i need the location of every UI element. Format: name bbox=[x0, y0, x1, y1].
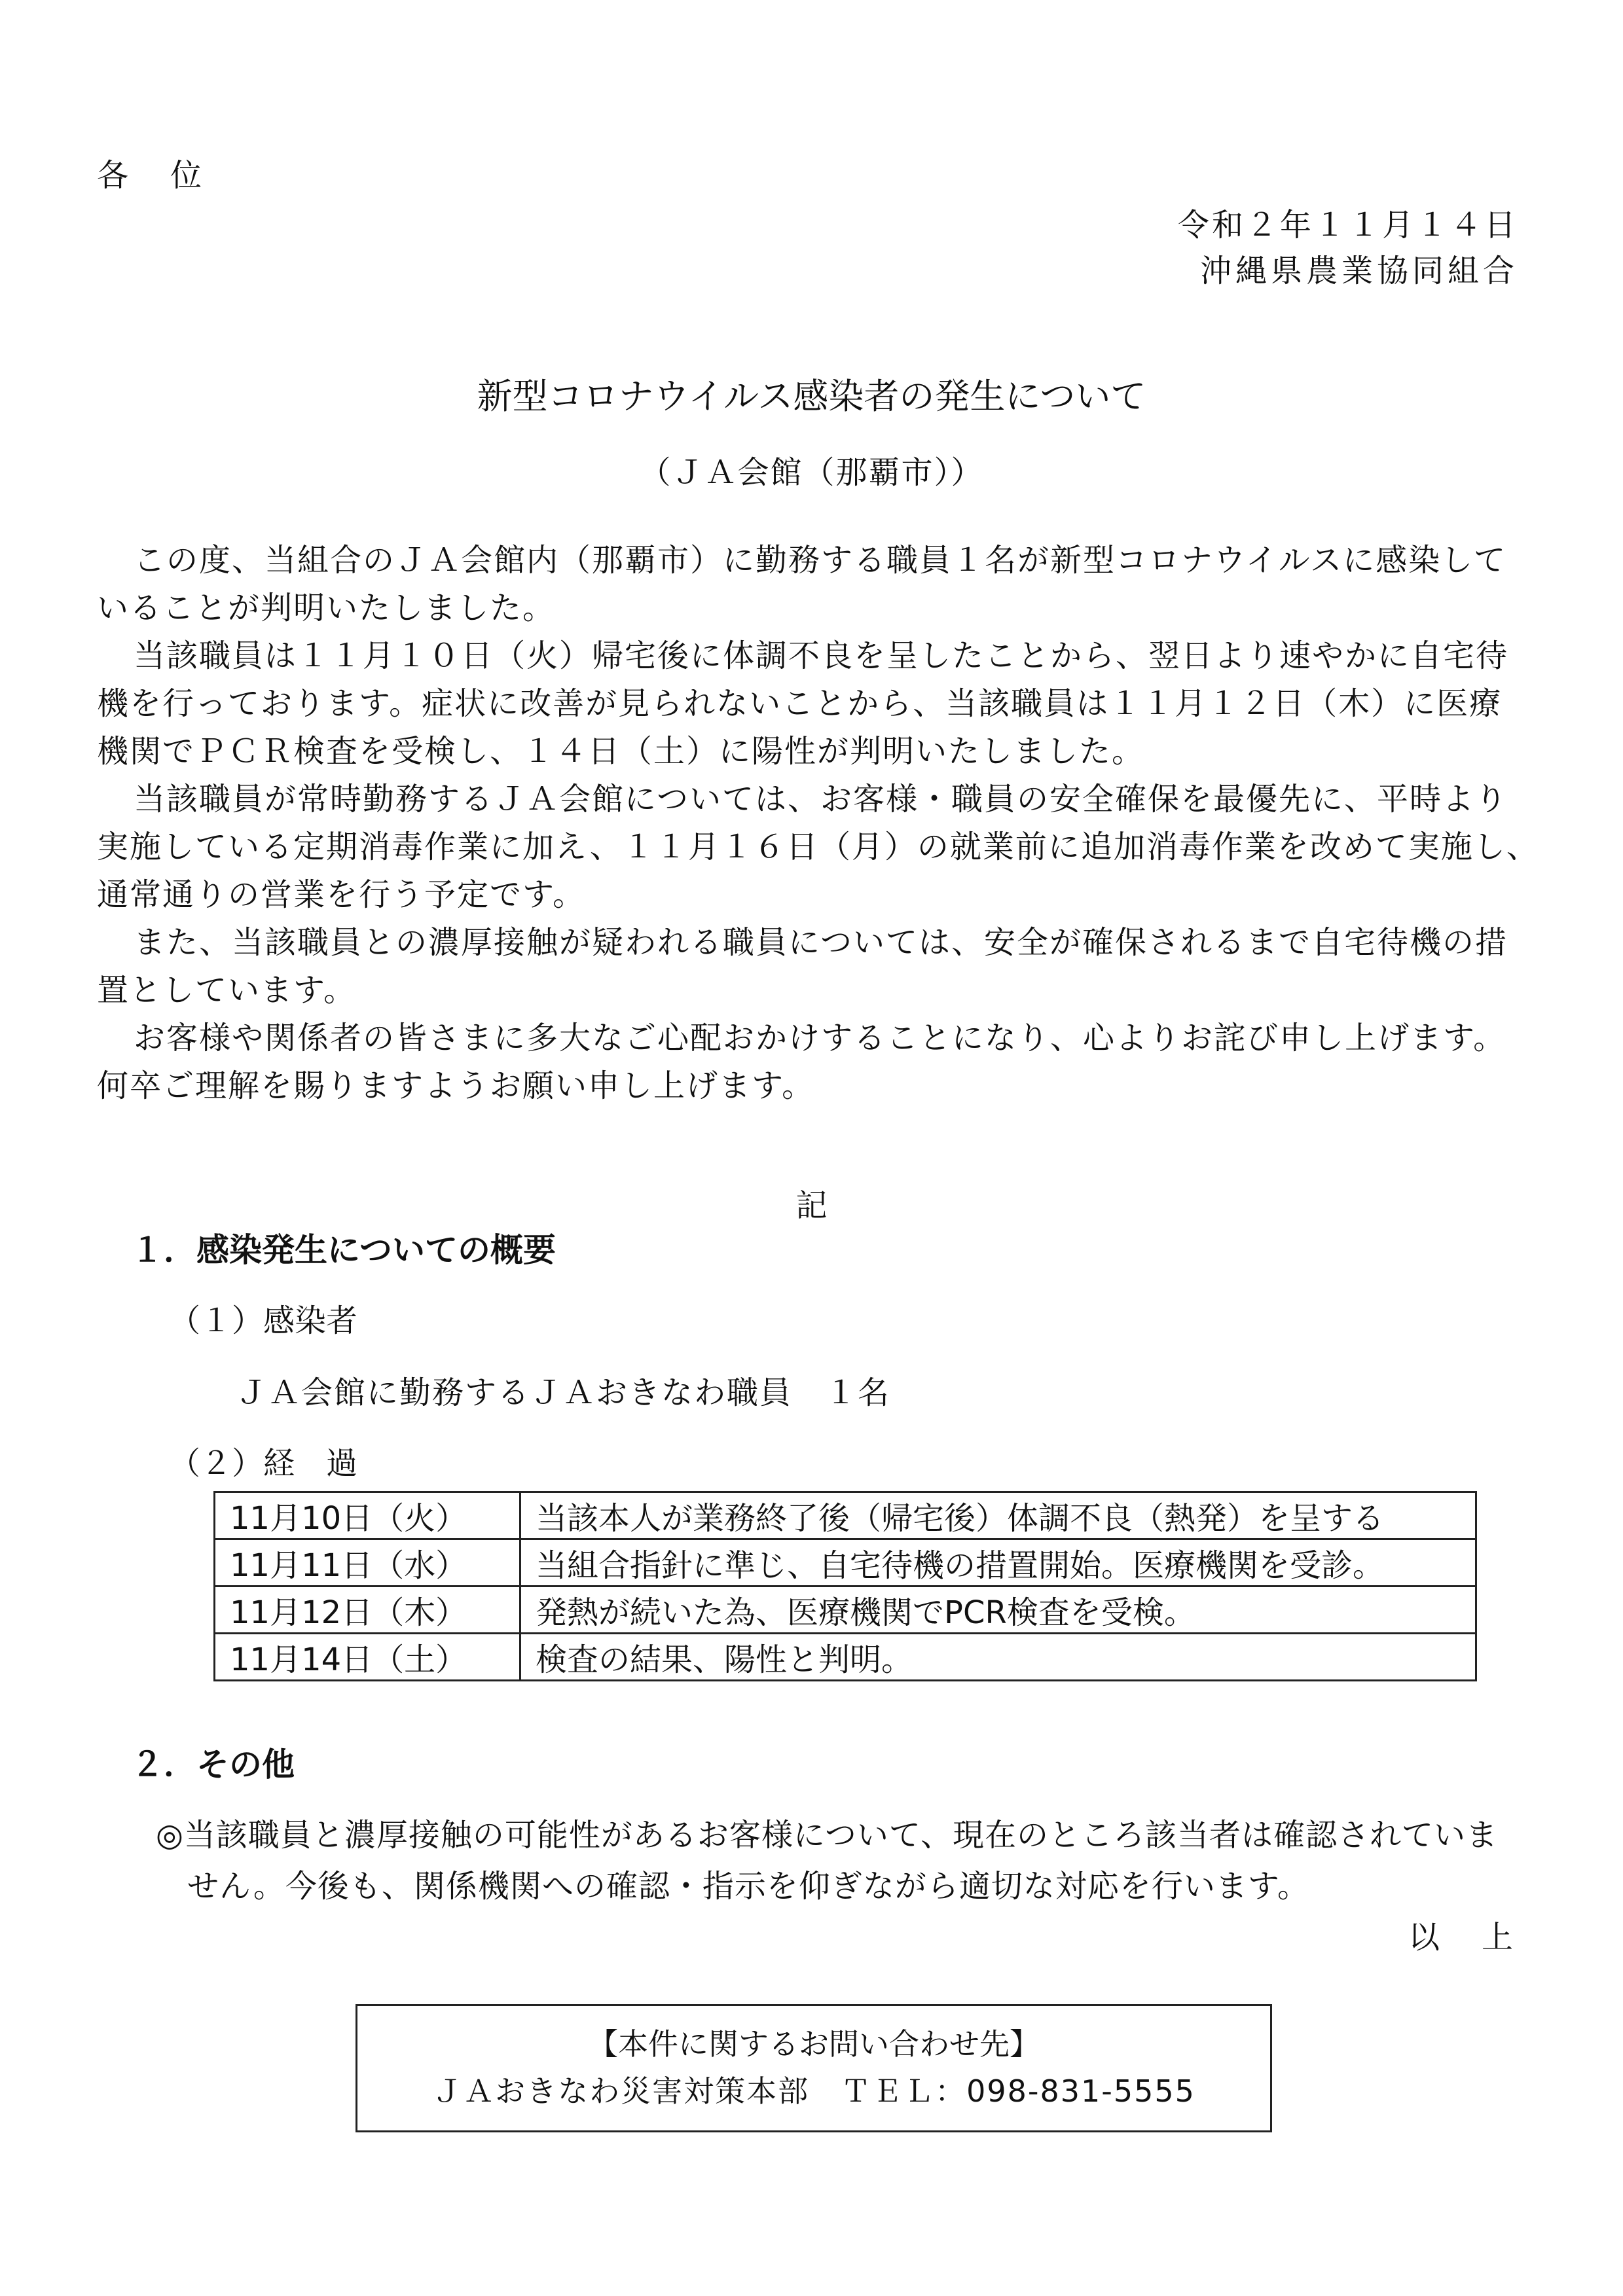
body-line: 当該職員は１１月１０日（火）帰宅後に体調不良を呈したことから、翌日より速やかに自宅待 bbox=[134, 637, 1509, 674]
body-line: お客様や関係者の皆さまに多大なご心配おかけすることになり、心よりお詫び申し上げます。 bbox=[134, 1020, 1506, 1056]
section2-line: せん。今後も、関係機関への確認・指示を仰ぎながら適切な対応を行います。 bbox=[187, 1868, 1310, 1905]
body-line: 通常通りの営業を行う予定です。 bbox=[97, 876, 586, 913]
section1-sub2-label: （２）経 過 bbox=[169, 1445, 358, 1482]
table-row bbox=[215, 1539, 1476, 1587]
body-line: 何卒ご理解を賜りますようお願い申し上げます。 bbox=[97, 1067, 815, 1104]
timeline-event: 発熱が続いた為、医療機関でPCR検査を受検。 bbox=[520, 1587, 1476, 1634]
contact-box bbox=[356, 2004, 1272, 2132]
timeline-table bbox=[213, 1491, 1477, 1681]
body-line: 置としています。 bbox=[97, 972, 357, 1009]
document-title: 新型コロナウイルス感染者の発生について bbox=[477, 376, 1146, 417]
body-paragraph bbox=[97, 537, 1518, 632]
section2-heading: ２．その他 bbox=[131, 1746, 295, 1784]
timeline-date: 11月11日（水） bbox=[215, 1539, 520, 1587]
document-subtitle: （ＪＡ会館（那覇市）） bbox=[639, 454, 984, 491]
section1-sub1-text: ＪＡ会館に勤務するＪＡおきなわ職員 １名 bbox=[236, 1374, 891, 1411]
body-line: この度、当組合のＪＡ会館内（那覇市）に勤務する職員１名が新型コロナウイルスに感染して bbox=[134, 542, 1507, 579]
document-date: 令和２年１１月１４日 bbox=[1177, 207, 1518, 243]
addressee: 各 位 bbox=[97, 157, 208, 194]
body-line: 機を行っております。症状に改善が見られないことから、当該職員は１１月１２日（木）に医療 bbox=[97, 685, 1503, 722]
timeline-event: 検査の結果、陽性と判明。 bbox=[520, 1634, 1476, 1681]
table-row bbox=[215, 1492, 1476, 1539]
body-line: いることが判明いたしました。 bbox=[97, 590, 556, 626]
body-text bbox=[97, 537, 1539, 1110]
timeline-event: 当該本人が業務終了後（帰宅後）体調不良（熱発）を呈する bbox=[520, 1492, 1476, 1539]
timeline-event: 当組合指針に準じ、自宅待機の措置開始。医療機関を受診。 bbox=[520, 1539, 1476, 1587]
body-paragraph bbox=[97, 776, 1539, 919]
body-paragraph bbox=[97, 919, 1518, 1014]
body-paragraph bbox=[97, 632, 1518, 776]
body-line: また、当該職員との濃厚接触が疑われる職員については、安全が確保されるまで自宅待機の措 bbox=[134, 924, 1508, 961]
section1-heading: １．感染発生についての概要 bbox=[131, 1231, 556, 1269]
body-line: 当該職員が常時勤務するＪＡ会館については、お客様・職員の安全確保を最優先に、平時より bbox=[134, 781, 1508, 817]
issuer-name: 沖縄県農業協同組合 bbox=[1199, 253, 1518, 289]
body-line: 機関でＰＣＲ検査を受検し、１４日（土）に陽性が判明いたしました。 bbox=[97, 733, 1145, 770]
contact-line: ＪＡおきなわ災害対策本部 ＴＥＬ：098-831-5555 bbox=[432, 2073, 1195, 2109]
closing-mark: 以 上 bbox=[1408, 1919, 1518, 1956]
body-line: 実施している定期消毒作業に加え、１１月１６日（月）の就業前に追加消毒作業を改めて実施し、 bbox=[97, 829, 1539, 865]
section2-line: ◎当該職員と濃厚接触の可能性があるお客様について、現在のところ該当者は確認されていま bbox=[156, 1817, 1498, 1854]
table-row bbox=[215, 1634, 1476, 1681]
timeline-date: 11月14日（土） bbox=[215, 1634, 520, 1681]
ki-marker: 記 bbox=[795, 1187, 828, 1224]
timeline-date: 11月12日（木） bbox=[215, 1587, 520, 1634]
section1-sub1-label: （１）感染者 bbox=[169, 1302, 358, 1339]
body-paragraph bbox=[97, 1014, 1518, 1110]
table-row bbox=[215, 1587, 1476, 1634]
timeline-date: 11月10日（火） bbox=[215, 1492, 520, 1539]
contact-heading: 【本件に関するお問い合わせ先】 bbox=[588, 2026, 1040, 2062]
